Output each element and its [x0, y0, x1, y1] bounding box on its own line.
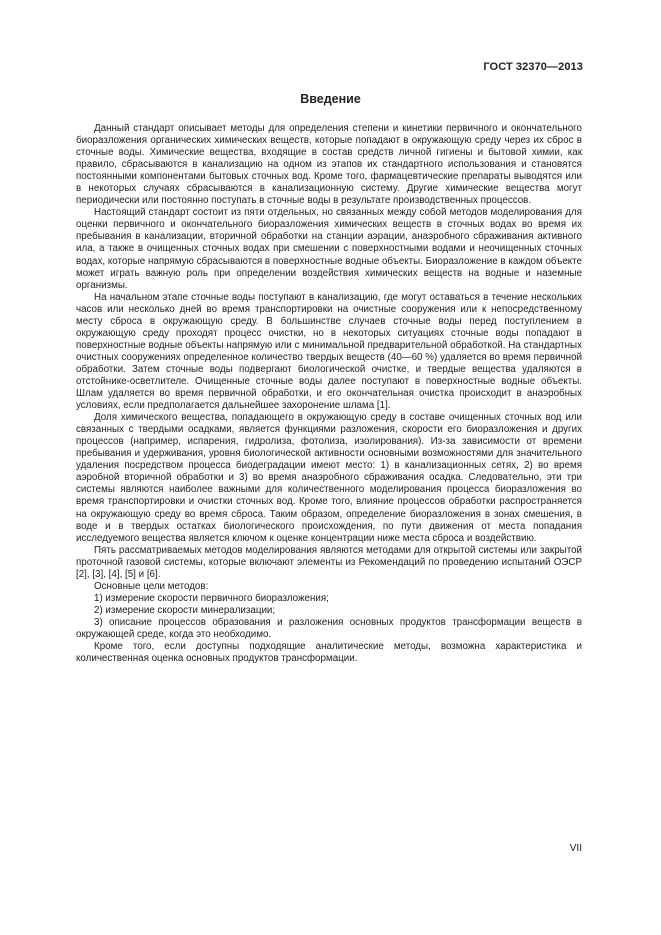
paragraph: Настоящий стандарт состоит из пяти отдельных, но связанных между собой методов моделирования для оценки первичного и окончательного биоразложения химических веществ в сточных водах во время их пребывания в канализации, вторичной обработки на станции аэрации, анаэробного сбраживания активного ила, а также в очищенных сточных водах при смешении с поверхностными водами и неочищенных сточных водах, которые напрямую сбрасываются в поверхностные водные объекты. Биоразложение в каждом объекте может играть важную роль при определении воздействия химических веществ на водные и наземные организмы. [76, 207, 582, 291]
paragraph: Данный стандарт описывает методы для определения степени и кинетики первичного и окончательного биоразложения органических химических веществ, которые попадают в окружающую среду через их сброс в сточные воды. Химические вещества, входящие в состав средств личной гигиены и бытовой химии, как правило, сбрасываются в канализацию на одном из этапов их стандартного использования и становятся постоянными компонентами бытовых сточных вод. Кроме того, фармацевтические препараты выводятся или в некоторых случаях сбрасываются в канализационную систему. Другие химические вещества могут периодически или постоянно поступать в сточные воды в результате производственных процессов. [76, 123, 582, 207]
list-item: 1) измерение скорости первичного биоразложения; [94, 592, 329, 604]
body-text [76, 123, 582, 665]
paragraph: Пять рассматриваемых методов моделирования являются методами для открытой системы или закрытой проточной газовой системы, которые включают элементы из Рекомендаций по проведению испытаний ОЭСР [2], [3], [4], [5] и [6]. [76, 544, 582, 580]
list-item: 3) описание процессов образования и разложения основных продуктов трансформации веществ в окружающей среде, когда это необходимо. [76, 616, 582, 640]
section-title: Введение [300, 92, 361, 106]
paragraph: На начальном этапе сточные воды поступают в канализацию, где могут оставаться в течение нескольких часов или несколько дней во время транспортировки на очистные сооружения или к непосредственному месту сброса в окружающую среду. В большинстве случаев сточные воды перед поступлением в окружающую среду проходят процесс очистки, но в некоторых ситуациях сточные воды попадают в поверхностные водные объекты напрямую или с минимальной предварительной обработкой. На стандартных очистных сооружениях определенное количество твердых веществ (40—60 %) удаляется во время первичной обработки. Затем сточные воды подвергают биологической очистке, и твердые вещества удаляются в отстойнике-осветлителе. Очищенные сточные воды далее поступают в поверхностные водные объекты. Шлам удаляется во время первичной обработки, и его окончательная очистка происходит в анаэробных условиях, если предполагается дальнейшее захоронение шлама [1]. [76, 291, 582, 412]
paragraph: Основные цели методов: [94, 580, 209, 592]
list-item: 2) измерение скорости минерализации; [94, 604, 276, 616]
page-number: VII [569, 843, 582, 854]
paragraph: Доля химического вещества, попадающего в окружающую среду в составе очищенных сточных вод или связанных с твердыми осадками, является функциями разложения, скорости его биоразложения и других процессов (например, испарения, гидролиза, фотолиза, изолирования). Из-за зависимости от времени пребывания и удерживания, уровня биологической активности основными возможностями для значительного удаления посредством процесса биодеградации имеют место: 1) в канализационных сетях, 2) во время аэробной вторичной обработки и 3) во время анаэробного сбраживания осадка. Следовательно, эти три системы являются наиболее важными для количественного моделирования процесса биоразложения во время транспортировки и очистки сточных вод. Кроме того, влияние процессов обработки распространяется на окружающую среду во время сброса. Таким образом, определение биоразложения в зонах смешения, в воде и в твердых остатках биологического происхождения, по пути движения от места попадания исследуемого вещества является ключом к оценке концентрации ниже места сброса и воздействию. [76, 412, 582, 544]
document-code: ГОСТ 32370—2013 [483, 61, 583, 73]
paragraph: Кроме того, если доступны подходящие аналитические методы, возможна характеристика и количественная оценка основных продуктов трансформации. [76, 641, 582, 665]
